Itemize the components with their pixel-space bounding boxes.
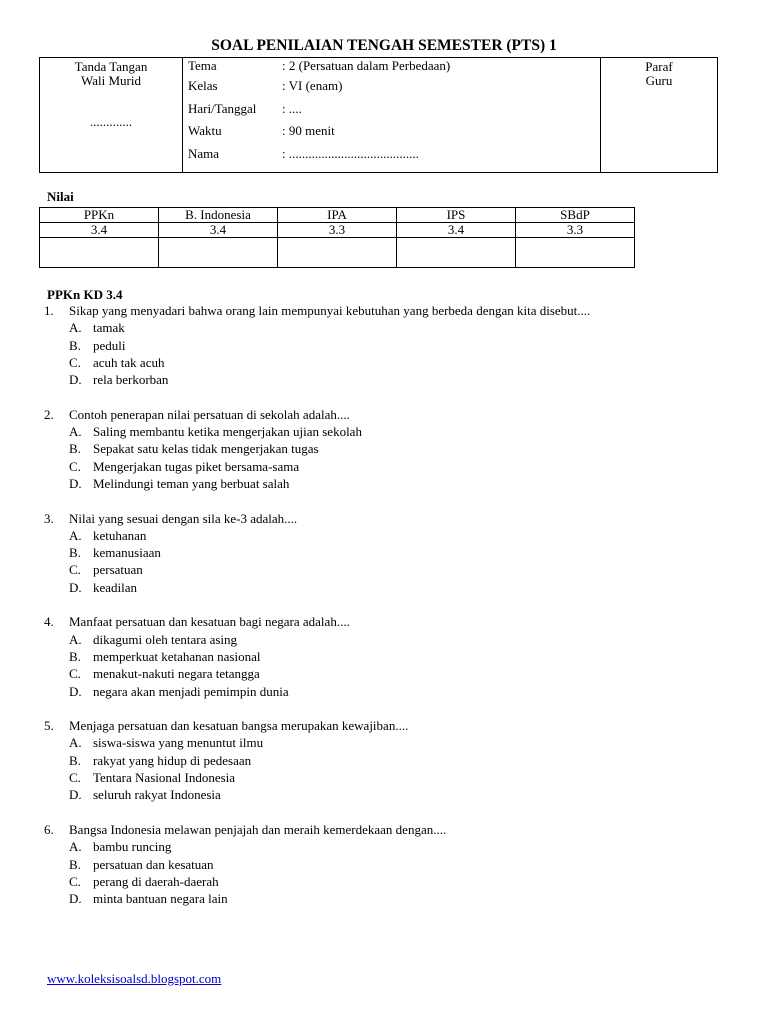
- option-letter: B.: [69, 545, 81, 561]
- option-text: Mengerjakan tugas piket bersama-sama: [93, 458, 300, 474]
- option-letter: B.: [69, 856, 81, 872]
- option-text: bambu runcing: [93, 839, 172, 855]
- option: [44, 683, 744, 700]
- option-text: Sepakat satu kelas tidak mengerjakan tugas: [93, 441, 319, 457]
- nilai-label: Nilai: [47, 189, 74, 204]
- score-cell: [516, 238, 635, 268]
- info-label: Kelas: [188, 78, 218, 93]
- question-4: [44, 613, 744, 699]
- option-letter: A.: [69, 320, 82, 336]
- option: [44, 631, 744, 648]
- signature-label-line2: Wali Murid: [81, 73, 141, 88]
- option-text: memperkuat ketahanan nasional: [93, 648, 261, 664]
- kd-cell: 3.3: [516, 223, 635, 238]
- info-value: : VI (enam): [282, 78, 343, 93]
- option-letter: B.: [69, 752, 81, 768]
- option-letter: C.: [69, 666, 81, 682]
- score-cell: [159, 238, 278, 268]
- option: [44, 734, 744, 751]
- option: [44, 337, 744, 354]
- signature-dots: .............: [89, 114, 133, 129]
- option-letter: D.: [69, 475, 82, 491]
- info-label: Nama: [188, 145, 220, 161]
- nilai-table: [39, 207, 635, 268]
- option-text: rela berkorban: [93, 372, 169, 388]
- info-label: Tema: [188, 58, 217, 73]
- option-text: rakyat yang hidup di pedesaan: [93, 752, 252, 768]
- signature-label-line1: Tanda Tangan: [74, 59, 148, 74]
- question-6: [44, 821, 744, 907]
- option-letter: C.: [69, 770, 81, 786]
- subject-cell: IPA: [278, 208, 397, 223]
- option-text: persatuan: [93, 562, 143, 578]
- question-text: Menjaga persatuan dan kesatuan bangsa merupakan kewajiban....: [69, 718, 409, 734]
- option-letter: C.: [69, 458, 81, 474]
- subject-cell: PPKn: [40, 208, 159, 223]
- option: [44, 527, 744, 544]
- option-list: [44, 631, 744, 700]
- question-line: [44, 302, 744, 319]
- question-line: [44, 613, 744, 630]
- option-letter: A.: [69, 424, 82, 440]
- info-value: : ....: [282, 100, 302, 116]
- info-value: : 2 (Persatuan dalam Perbedaan): [282, 58, 451, 73]
- question-number: 2.: [44, 406, 54, 422]
- option-text: Tentara Nasional Indonesia: [93, 770, 236, 786]
- option-letter: C.: [69, 354, 81, 370]
- option-text: Melindungi teman yang berbuat salah: [93, 475, 290, 491]
- option: [44, 665, 744, 682]
- option-text: menakut-nakuti negara tetangga: [93, 666, 260, 682]
- question-5: [44, 717, 744, 803]
- option-list: [44, 734, 744, 803]
- option: [44, 544, 744, 561]
- score-cell: [40, 238, 159, 268]
- option-list: [44, 838, 744, 907]
- subject-cell: B. Indonesia: [159, 208, 278, 223]
- subject-cell: SBdP: [516, 208, 635, 223]
- option-text: minta bantuan negara lain: [93, 891, 228, 907]
- option-list: [44, 319, 744, 388]
- kd-cell: 3.4: [40, 223, 159, 238]
- option-letter: C.: [69, 562, 81, 578]
- option-text: peduli: [93, 337, 126, 353]
- option-text: acuh tak acuh: [93, 354, 165, 370]
- info-label: Waktu: [188, 123, 222, 138]
- option-text: keadilan: [93, 579, 138, 595]
- question-list: [44, 302, 744, 925]
- kd-cell: 3.4: [159, 223, 278, 238]
- info-value: : 90 menit: [282, 123, 335, 138]
- info-cell: [183, 58, 601, 173]
- option-text: persatuan dan kesatuan: [93, 856, 214, 872]
- option-text: perang di daerah-daerah: [93, 873, 219, 889]
- option: [44, 786, 744, 803]
- option-letter: C.: [69, 873, 81, 889]
- question-text: Nilai yang sesuai dengan sila ke-3 adalah....: [69, 510, 298, 526]
- section-title: PPKn KD 3.4: [47, 287, 123, 302]
- nilai-kd-row: [40, 223, 635, 238]
- option-text: seluruh rakyat Indonesia: [93, 787, 221, 803]
- option: [44, 579, 744, 596]
- info-row-waktu: [188, 123, 600, 146]
- option: [44, 319, 744, 336]
- info-value: : ........................................: [282, 145, 419, 161]
- question-line: [44, 717, 744, 734]
- score-cell: [397, 238, 516, 268]
- info-row-tema: [188, 58, 600, 78]
- signature-cell: [40, 58, 183, 173]
- info-row-hari-tanggal: [188, 101, 600, 124]
- option-letter: D.: [69, 372, 82, 388]
- info-row-kelas: [188, 78, 600, 101]
- option-letter: B.: [69, 337, 81, 353]
- paraf-cell: [601, 58, 718, 173]
- option-list: [44, 423, 744, 492]
- question-text: Sikap yang menyadari bahwa orang lain mempunyai kebutuhan yang berbeda dengan kita disebut....: [69, 303, 591, 318]
- question-text: Bangsa Indonesia melawan penjajah dan meraih kemerdekaan dengan....: [69, 821, 447, 837]
- question-3: [44, 510, 744, 596]
- option-letter: A.: [69, 631, 82, 647]
- option-letter: B.: [69, 441, 81, 457]
- nilai-score-row: [40, 238, 635, 268]
- option: [44, 856, 744, 873]
- question-text: Contoh penerapan nilai persatuan di sekolah adalah....: [69, 406, 350, 422]
- question-text: Manfaat persatuan dan kesatuan bagi negara adalah....: [69, 614, 350, 630]
- kd-cell: 3.3: [278, 223, 397, 238]
- option: [44, 475, 744, 492]
- option-text: negara akan menjadi pemimpin dunia: [93, 683, 289, 699]
- option-letter: D.: [69, 579, 82, 595]
- option: [44, 423, 744, 440]
- paraf-label-line1: Paraf: [645, 59, 673, 74]
- option: [44, 890, 744, 907]
- option-text: siswa-siswa yang menuntut ilmu: [93, 735, 264, 751]
- question-number: 1.: [44, 303, 54, 318]
- info-label: Hari/Tanggal: [188, 100, 257, 116]
- paraf-label-line2: Guru: [645, 73, 673, 88]
- option-text: kemanusiaan: [93, 545, 161, 561]
- option: [44, 752, 744, 769]
- option: [44, 561, 744, 578]
- score-cell: [278, 238, 397, 268]
- question-line: [44, 821, 744, 838]
- question-1: [44, 302, 744, 388]
- question-number: 5.: [44, 718, 54, 734]
- option: [44, 440, 744, 457]
- option-letter: A.: [69, 839, 82, 855]
- question-2: [44, 406, 744, 492]
- info-row-nama: [188, 146, 600, 169]
- question-line: [44, 510, 744, 527]
- option: [44, 458, 744, 475]
- option-text: tamak: [93, 320, 125, 336]
- subject-cell: IPS: [397, 208, 516, 223]
- question-number: 6.: [44, 821, 54, 837]
- option: [44, 873, 744, 890]
- option-letter: B.: [69, 648, 81, 664]
- kd-cell: 3.4: [397, 223, 516, 238]
- header-table: [39, 57, 718, 173]
- option: [44, 838, 744, 855]
- option-text: Saling membantu ketika mengerjakan ujian sekolah: [93, 424, 362, 440]
- option-letter: D.: [69, 683, 82, 699]
- option-letter: A.: [69, 527, 82, 543]
- option-letter: A.: [69, 735, 82, 751]
- footer-website-link[interactable]: www.koleksisoalsd.blogspot.com: [47, 971, 222, 986]
- option: [44, 769, 744, 786]
- question-number: 4.: [44, 614, 54, 630]
- question-number: 3.: [44, 510, 54, 526]
- option: [44, 648, 744, 665]
- option-letter: D.: [69, 891, 82, 907]
- option-text: dikagumi oleh tentara asing: [93, 631, 238, 647]
- option: [44, 354, 744, 371]
- option: [44, 371, 744, 388]
- nilai-subject-row: [40, 208, 635, 223]
- option-letter: D.: [69, 787, 82, 803]
- page-title: SOAL PENILAIAN TENGAH SEMESTER (PTS) 1: [211, 37, 557, 54]
- question-line: [44, 406, 744, 423]
- option-list: [44, 527, 744, 596]
- option-text: ketuhanan: [93, 527, 147, 543]
